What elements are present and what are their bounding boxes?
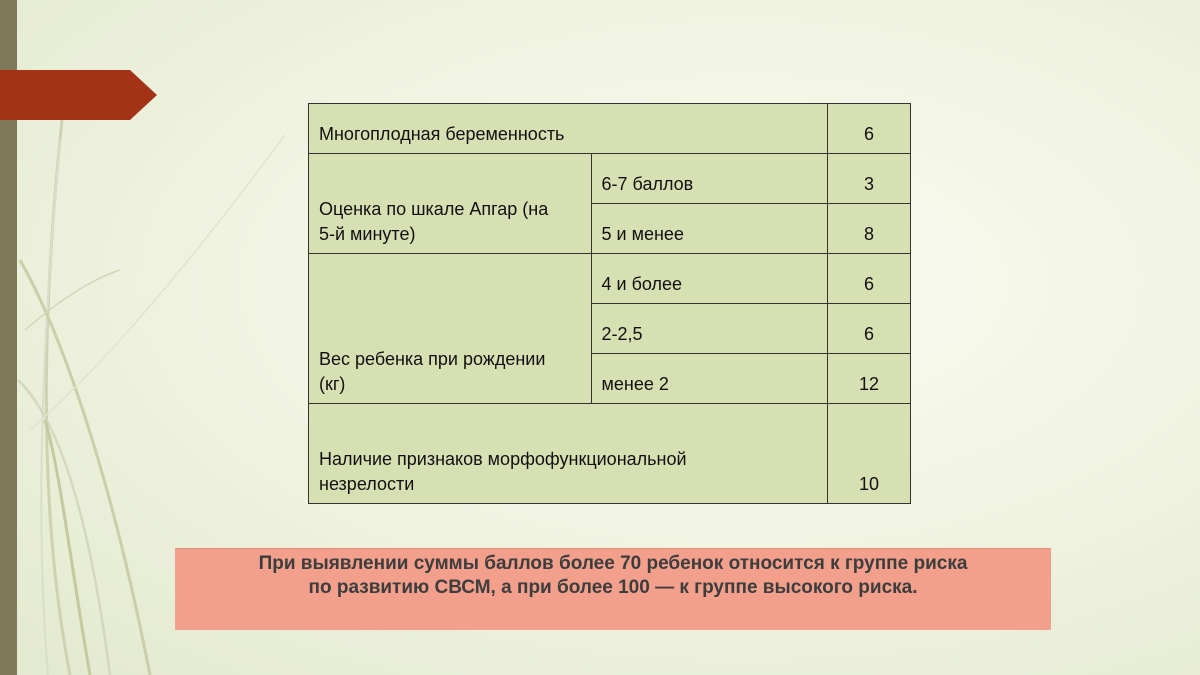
criterion-line: незрелости [319,474,415,494]
table-row [309,104,911,154]
criterion-line: 5-й минуте) [319,224,416,244]
points-cell: 6 [828,254,911,304]
scoring-table [308,103,911,504]
grass-blade [46,120,70,675]
criterion-cell [309,254,592,404]
sub-criterion-cell: менее 2 [591,354,828,404]
points-cell: 10 [828,404,911,504]
points-cell: 8 [828,204,911,254]
criterion-line: Наличие признаков морфофункциональной [319,449,687,469]
sub-criterion-cell: 6-7 баллов [591,154,828,204]
sub-criterion-cell: 4 и более [591,254,828,304]
table-row [309,154,911,204]
criterion-line: (кг) [319,374,346,394]
table-row [309,404,911,504]
grass-blade [30,135,285,430]
criterion-line: Оценка по шкале Апгар (на [319,199,549,219]
note-line: При выявлении суммы баллов более 70 ребенок относится к группе риска [258,553,968,574]
criterion-line: Вес ребенка при рождении [319,349,546,369]
red-arrow-shape [0,70,160,120]
sub-criterion-cell: 2-2,5 [591,304,828,354]
criterion-cell [309,404,828,504]
grass-blade [18,380,110,675]
points-cell: 3 [828,154,911,204]
table-row [309,254,911,304]
criterion-cell [309,154,592,254]
points-cell: 6 [828,304,911,354]
points-cell: 12 [828,354,911,404]
criterion-cell: Многоплодная беременность [309,104,828,154]
sub-criterion-cell: 5 и менее [591,204,828,254]
points-cell: 6 [828,104,911,154]
grass-blade [20,260,150,675]
risk-note-box [175,548,1051,630]
note-line: по развитию СВСМ, а при более 100 — к группе высокого риска. [308,577,918,598]
